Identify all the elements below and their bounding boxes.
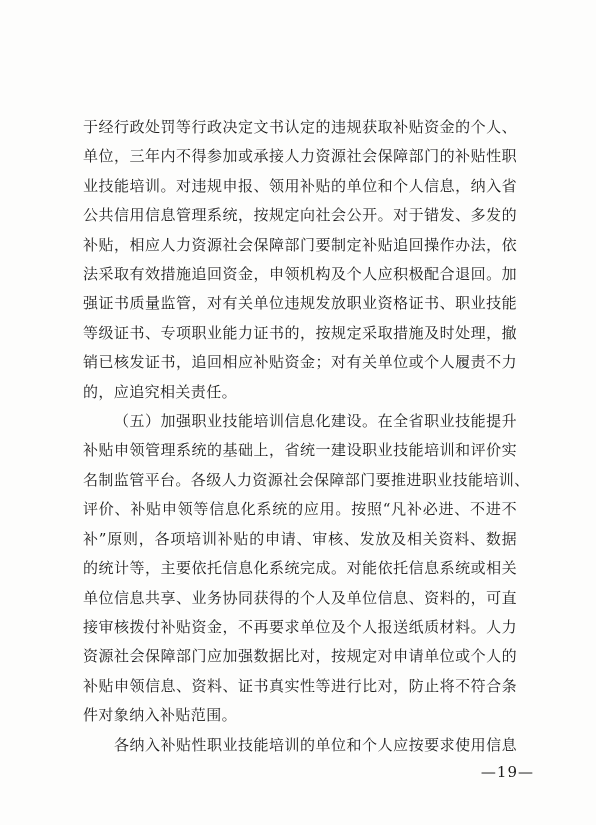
text-line: 补贴申领管理系统的基础上，省统一建设职业技能培训和评价实 bbox=[83, 441, 517, 460]
document-body bbox=[83, 113, 530, 760]
text-line: 单位信息共享、业务协同获得的个人及单位信息、资料的，可直 bbox=[83, 588, 517, 607]
text-line: 名制监管平台。各级人力资源社会保障部门要推进职业技能培训、 bbox=[83, 470, 530, 489]
text-line: 的，应追究相关责任。 bbox=[83, 382, 238, 401]
text-line: 公共信用信息管理系统，按规定向社会公开。对于错发、多发的 bbox=[83, 206, 517, 225]
text-line: 法采取有效措施追回资金，申领机构及个人应积极配合退回。加 bbox=[83, 265, 517, 284]
text-line: 资源社会保障部门应加强数据比对，按规定对申请单位或个人的 bbox=[83, 647, 517, 666]
text-line: 补贴，相应人力资源社会保障部门要制定补贴追回操作办法，依 bbox=[83, 235, 517, 254]
section-heading-line: （五）加强职业技能培训信息化建设。在全省职业技能提升 bbox=[114, 412, 517, 431]
text-line: 于经行政处罚等行政决定文书认定的违规获取补贴资金的个人、 bbox=[83, 118, 517, 136]
text-line: 单位，三年内不得参加或承接人力资源社会保障部门的补贴性职 bbox=[83, 147, 517, 166]
paragraph-start-line: 各纳入补贴性职业技能培训的单位和个人应按要求使用信息 bbox=[114, 735, 517, 754]
text-line: 件对象纳入补贴范围。 bbox=[83, 706, 238, 725]
text-line: 补贴申领信息、资料、证书真实性等进行比对，防止将不符合条 bbox=[83, 676, 517, 695]
text-line: 的统计等，主要依托信息化系统完成。对能依托信息系统或相关 bbox=[83, 559, 517, 578]
text-line: 等级证书、专项职业能力证书的，按规定采取措施及时处理，撤 bbox=[83, 323, 517, 342]
text-line: 补”原则，各项培训补贴的申请、审核、发放及相关资料、数据 bbox=[83, 529, 517, 548]
page-number: —19— bbox=[480, 763, 534, 781]
text-line: 接审核拨付补贴资金，不再要求单位及个人报送纸质材料。人力 bbox=[83, 617, 517, 636]
text-line: 业技能培训。对违规申报、领用补贴的单位和个人信息，纳入省 bbox=[83, 176, 517, 195]
text-line: 销已核发证书，追回相应补贴资金；对有关单位或个人履责不力 bbox=[83, 353, 517, 372]
text-line: 强证书质量监管，对有关单位违规发放职业资格证书、职业技能 bbox=[83, 294, 517, 313]
text-line: 评价、补贴申领等信息化系统的应用。按照“凡补必进、不进不 bbox=[83, 500, 517, 519]
